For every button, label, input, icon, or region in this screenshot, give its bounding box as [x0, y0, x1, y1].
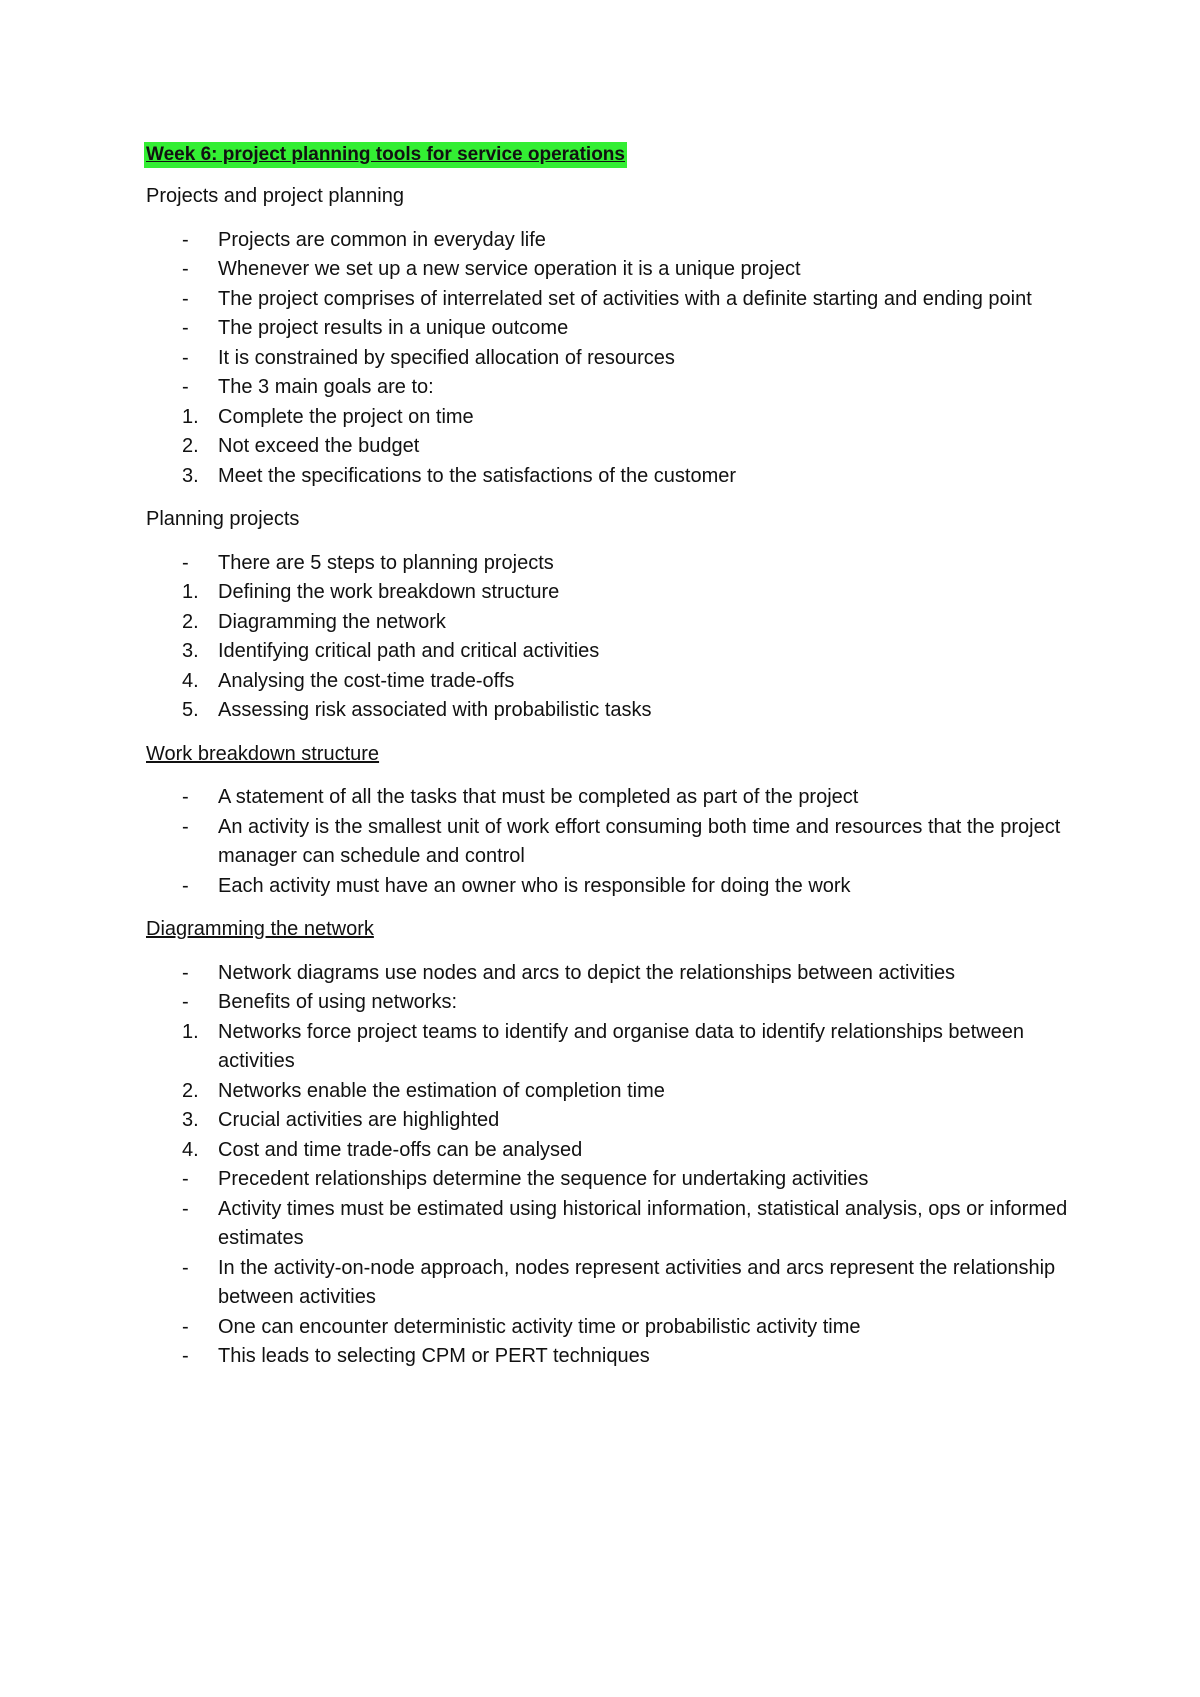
- list-item-text: The project results in a unique outcome: [218, 317, 569, 339]
- list-item-text: It is constrained by specified allocation of resources: [218, 346, 675, 369]
- dash-bullet: -: [182, 1197, 189, 1220]
- list-item-text: This leads to selecting CPM or PERT techniques: [218, 1345, 650, 1367]
- section-heading: Projects and project planning: [146, 185, 404, 207]
- document-page: [146, 142, 1076, 1386]
- number-marker: 3.: [182, 1109, 199, 1131]
- dash-bullet: -: [182, 1256, 189, 1279]
- number-marker: 3.: [182, 464, 199, 487]
- dash-bullet: -: [182, 1315, 189, 1338]
- list-item-text: Diagramming the network: [218, 610, 446, 633]
- list-item: [146, 1165, 1076, 1195]
- number-marker: 1.: [182, 405, 199, 428]
- number-marker: 2.: [182, 1079, 199, 1102]
- dash-bullet: -: [182, 1345, 189, 1367]
- list-item: [146, 1342, 1076, 1372]
- dash-bullet: -: [182, 961, 189, 984]
- list-item-text: Projects are common in everyday life: [218, 228, 546, 251]
- dash-bullet: -: [182, 228, 189, 251]
- number-marker: 1.: [182, 1020, 199, 1043]
- dash-bullet: -: [182, 786, 189, 808]
- section-list: [146, 959, 1076, 1372]
- list-item-text: The 3 main goals are to:: [218, 376, 434, 398]
- dash-bullet: -: [182, 551, 189, 574]
- section-heading: Work breakdown structure: [146, 742, 380, 765]
- list-item: [146, 578, 1076, 608]
- number-marker: 4.: [182, 1138, 199, 1161]
- section-heading: Diagramming the network: [146, 918, 374, 940]
- list-item-text: Not exceed the budget: [218, 435, 420, 457]
- list-item-text: The project comprises of interrelated set of activities with a definite starting and ending point: [218, 287, 1032, 310]
- list-item-text: Identifying critical path and critical activities: [218, 640, 600, 662]
- list-item: [146, 314, 1076, 344]
- dash-bullet: -: [182, 258, 189, 280]
- list-item: [146, 462, 1076, 492]
- list-item: [146, 1195, 1076, 1254]
- list-item-text: Precedent relationships determine the sequence for undertaking activities: [218, 1168, 869, 1190]
- list-item-text: An activity is the smallest unit of work effort consuming both time and resources that the project manager can schedule and control: [218, 815, 1061, 867]
- list-item: [146, 344, 1076, 374]
- list-item: [146, 696, 1076, 726]
- list-item: [146, 959, 1076, 989]
- number-marker: 3.: [182, 640, 199, 662]
- list-item-text: Cost and time trade-offs can be analysed: [218, 1138, 583, 1161]
- list-item-text: Network diagrams use nodes and arcs to depict the relationships between activities: [218, 961, 956, 984]
- list-item: [146, 872, 1076, 902]
- list-item: [146, 1136, 1076, 1166]
- number-marker: 4.: [182, 669, 199, 692]
- document-body: [146, 182, 1076, 1372]
- number-marker: 2.: [182, 610, 199, 633]
- list-item: [146, 1254, 1076, 1313]
- dash-bullet: -: [182, 991, 189, 1013]
- document-title: Week 6: project planning tools for service operations: [144, 142, 627, 168]
- list-item-text: A statement of all the tasks that must be completed as part of the project: [218, 786, 859, 808]
- list-item: [146, 373, 1076, 403]
- list-item: [146, 1077, 1076, 1107]
- number-marker: 1.: [182, 581, 199, 603]
- list-item: [146, 432, 1076, 462]
- list-item-text: Benefits of using networks:: [218, 991, 458, 1013]
- list-item: [146, 783, 1076, 813]
- section-heading: Planning projects: [146, 508, 300, 530]
- list-item-text: There are 5 steps to planning projects: [218, 551, 554, 574]
- section-list: [146, 549, 1076, 726]
- list-item: [146, 226, 1076, 256]
- list-item: [146, 285, 1076, 315]
- dash-bullet: -: [182, 376, 189, 398]
- list-item: [146, 667, 1076, 697]
- list-item: [146, 813, 1076, 872]
- list-item: [146, 608, 1076, 638]
- list-item: [146, 549, 1076, 579]
- list-item-text: Analysing the cost-time trade-offs: [218, 669, 515, 692]
- dash-bullet: -: [182, 346, 189, 369]
- dash-bullet: -: [182, 287, 189, 310]
- list-item-text: One can encounter deterministic activity time or probabilistic activity time: [218, 1315, 861, 1338]
- list-item-text: Crucial activities are highlighted: [218, 1109, 500, 1131]
- list-item: [146, 637, 1076, 667]
- list-item: [146, 1313, 1076, 1343]
- list-item-text: Meet the specifications to the satisfactions of the customer: [218, 464, 737, 487]
- list-item: [146, 403, 1076, 433]
- list-item-text: Whenever we set up a new service operation it is a unique project: [218, 258, 801, 280]
- list-item-text: Each activity must have an owner who is responsible for doing the work: [218, 874, 851, 897]
- dash-bullet: -: [182, 317, 189, 339]
- list-item: [146, 1106, 1076, 1136]
- list-item-text: In the activity-on-node approach, nodes represent activities and arcs represent the relationship between activities: [218, 1256, 1056, 1308]
- number-marker: 5.: [182, 699, 199, 721]
- list-item-text: Defining the work breakdown structure: [218, 581, 560, 603]
- dash-bullet: -: [182, 874, 189, 897]
- list-item-text: Networks enable the estimation of completion time: [218, 1079, 665, 1102]
- list-item-text: Complete the project on time: [218, 405, 474, 428]
- section-list: [146, 783, 1076, 901]
- list-item: [146, 988, 1076, 1018]
- number-marker: 2.: [182, 435, 199, 457]
- list-item-text: Activity times must be estimated using historical information, statistical analysis, ops or informed estimates: [218, 1197, 1068, 1249]
- list-item-text: Networks force project teams to identify and organise data to identify relationships between activities: [218, 1020, 1024, 1072]
- section-list: [146, 226, 1076, 492]
- list-item-text: Assessing risk associated with probabilistic tasks: [218, 699, 652, 721]
- dash-bullet: -: [182, 815, 189, 838]
- list-item: [146, 1018, 1076, 1077]
- dash-bullet: -: [182, 1168, 189, 1190]
- list-item: [146, 255, 1076, 285]
